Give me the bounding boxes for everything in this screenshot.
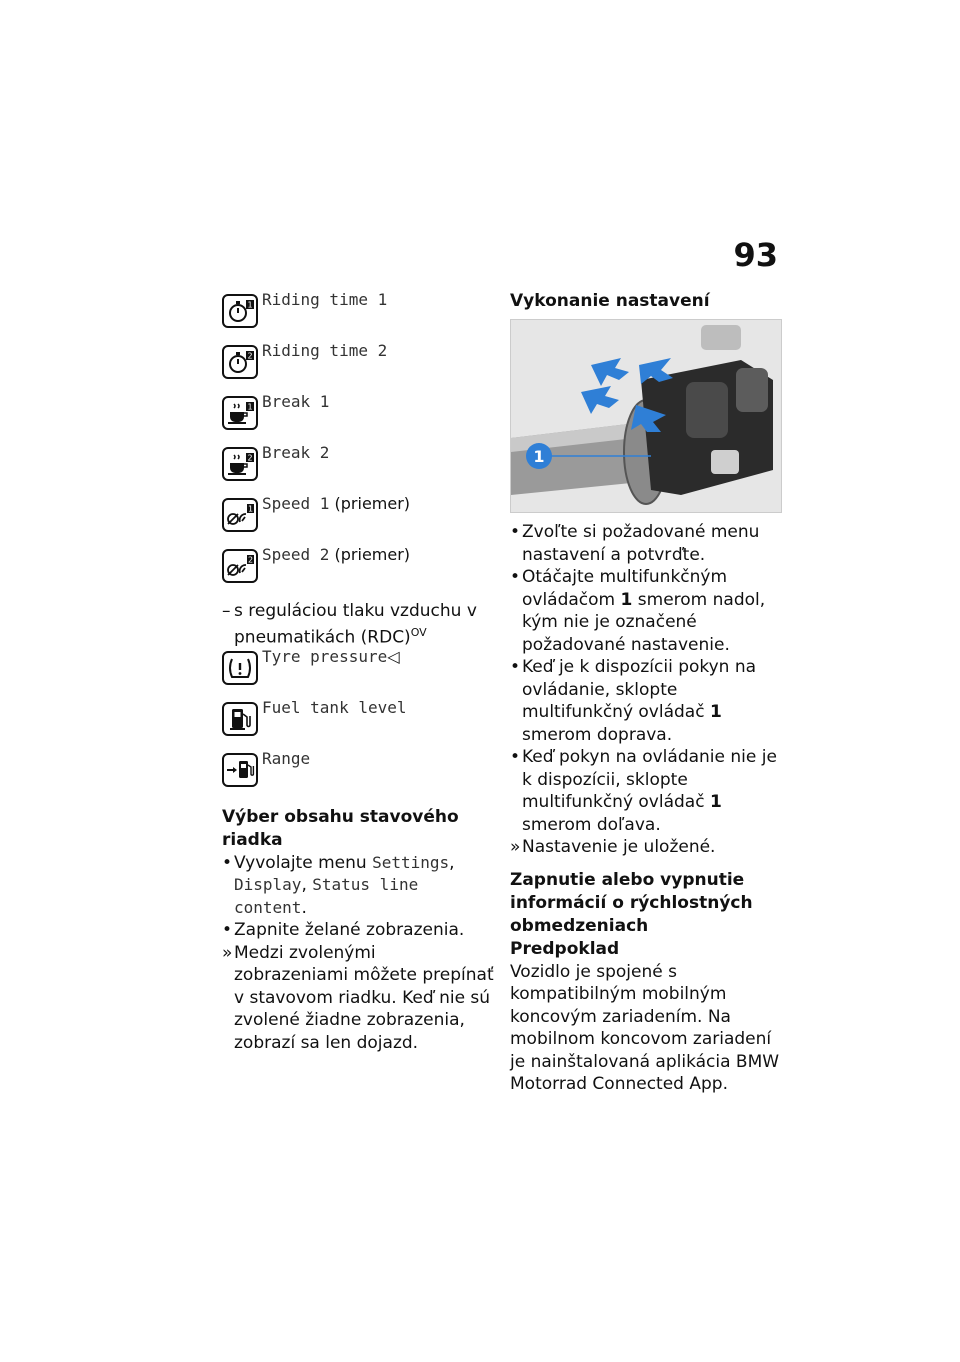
left-column bbox=[222, 290, 494, 1054]
icon-label: Range bbox=[262, 748, 311, 768]
settings-heading: Vykonanie nastavení bbox=[510, 291, 710, 311]
step-text: Otáčajte multifunkčným ovládačom bbox=[522, 567, 728, 610]
list-item bbox=[510, 656, 782, 746]
step-number: 1 bbox=[709, 792, 722, 812]
coffee-break-1-icon bbox=[222, 396, 258, 430]
icon-row-break-2 bbox=[222, 443, 494, 494]
step-number: 1 bbox=[709, 702, 722, 722]
separator: , bbox=[301, 875, 307, 896]
icon-label: Break 1 bbox=[262, 392, 330, 411]
list-item bbox=[222, 919, 494, 942]
icon-label: Riding time 1 bbox=[262, 290, 388, 309]
result-text: Medzi zvolenými zobrazeniami môžete prepínať v stavovom riadku. Keď nie sú zvolené žiadne zobrazenia, zobrazí sa len dojazd. bbox=[234, 942, 494, 1053]
coffee-break-2-icon bbox=[222, 447, 258, 481]
step-text: Zapnite želané zobrazenia. bbox=[234, 920, 465, 941]
step-text: smerom doľava. bbox=[522, 814, 661, 835]
status-line-heading: Výber obsahu stavového riadka bbox=[222, 806, 459, 850]
stopwatch-2-icon bbox=[222, 345, 258, 379]
result-item bbox=[510, 836, 782, 859]
prerequisite-text: Vozidlo je spojené s kompatibilným mobilným koncovým zariadením. Na mobilnom koncovom zariadení je nainštalovaná aplikácia BMW Motorrad Connected App. bbox=[510, 961, 780, 1094]
step-number: 1 bbox=[620, 589, 633, 610]
icon-row-fuel-tank bbox=[222, 698, 494, 749]
icon-label: Tyre pressure bbox=[262, 646, 388, 666]
icon-label: Speed 2 bbox=[262, 545, 330, 564]
step-text: smerom doprava. bbox=[522, 724, 673, 745]
icon-row-riding-time-2 bbox=[222, 341, 494, 392]
icon-row-riding-time-1 bbox=[222, 290, 494, 341]
svg-text:1: 1 bbox=[247, 504, 254, 514]
settings-steps bbox=[510, 521, 782, 859]
step-end: . bbox=[301, 897, 307, 918]
range-icon bbox=[222, 753, 258, 787]
right-column bbox=[510, 290, 782, 1096]
handlebar-switch-photo bbox=[510, 319, 782, 513]
stopwatch-1-icon bbox=[222, 294, 258, 328]
bullet-marker: • bbox=[510, 567, 521, 587]
list-item bbox=[222, 852, 494, 920]
icon-suffix: ◁ bbox=[387, 646, 400, 666]
icon-suffix: (priemer) bbox=[329, 545, 411, 564]
bullet-marker: • bbox=[222, 920, 233, 941]
speed-1-icon bbox=[222, 498, 258, 532]
bullet-marker: • bbox=[222, 852, 233, 873]
menu-display: Display bbox=[234, 875, 302, 895]
icon-row-speed-2 bbox=[222, 545, 494, 596]
menu-status-line-content: Status line content bbox=[234, 875, 419, 917]
tyre-pressure-icon bbox=[222, 651, 258, 685]
fuel-pump-icon bbox=[222, 702, 258, 736]
rdc-note-sup: OV bbox=[410, 626, 427, 639]
icon-label: Break 2 bbox=[262, 443, 330, 462]
icon-row-range bbox=[222, 749, 494, 800]
page-number: 93 bbox=[733, 236, 778, 274]
rdc-note-text: s reguláciou tlaku vzduchu v pneumatikách (RDC) bbox=[234, 601, 477, 648]
result-text: Nastavenie je uložené. bbox=[522, 837, 716, 857]
rdc-note bbox=[222, 600, 494, 649]
result-item bbox=[222, 942, 494, 1055]
dash-marker: – bbox=[222, 601, 231, 621]
bullet-marker: • bbox=[510, 522, 521, 542]
icon-label: Riding time 2 bbox=[262, 341, 388, 360]
photo-callout-1: 1 bbox=[533, 447, 545, 466]
step-text: Zvoľte si požadované menu nastavení a potvrďte. bbox=[522, 522, 760, 565]
step-text: Keď je k dispozícii pokyn na ovládanie, sklopte multifunkčný ovládač bbox=[522, 657, 757, 722]
step-text: smerom nadol, kým nie je označené požadované nastavenie. bbox=[522, 589, 766, 655]
status-line-steps bbox=[222, 852, 494, 1055]
svg-text:2: 2 bbox=[247, 555, 254, 565]
speed-limit-heading: Zapnutie alebo vypnutie informácií o rýchlostných obmedzeniach bbox=[510, 869, 753, 936]
prerequisite-heading: Predpoklad bbox=[510, 938, 620, 959]
svg-text:1: 1 bbox=[247, 300, 253, 310]
svg-text:1: 1 bbox=[247, 402, 253, 412]
bullet-marker: • bbox=[510, 657, 521, 677]
icon-label: Fuel tank level bbox=[262, 697, 407, 717]
svg-text:2: 2 bbox=[247, 453, 253, 463]
menu-settings: Settings bbox=[372, 852, 450, 872]
icon-suffix: (priemer) bbox=[329, 494, 411, 513]
icon-row-speed-1 bbox=[222, 494, 494, 545]
bullet-marker: • bbox=[510, 747, 521, 767]
result-marker: » bbox=[510, 837, 521, 857]
icon-row-tyre-pressure bbox=[222, 647, 494, 698]
step-text: Vyvolajte menu bbox=[234, 852, 373, 873]
list-item bbox=[510, 746, 782, 836]
list-item bbox=[510, 521, 782, 566]
icon-label: Speed 1 bbox=[262, 494, 330, 513]
step-text: Keď pokyn na ovládanie nie je k dispozícii, sklopte multifunkčný ovládač bbox=[522, 747, 777, 812]
speed-2-icon bbox=[222, 549, 258, 583]
list-item bbox=[510, 566, 782, 656]
icon-row-break-1 bbox=[222, 392, 494, 443]
result-marker: » bbox=[222, 942, 233, 963]
svg-text:2: 2 bbox=[247, 351, 253, 361]
separator: , bbox=[449, 852, 455, 873]
